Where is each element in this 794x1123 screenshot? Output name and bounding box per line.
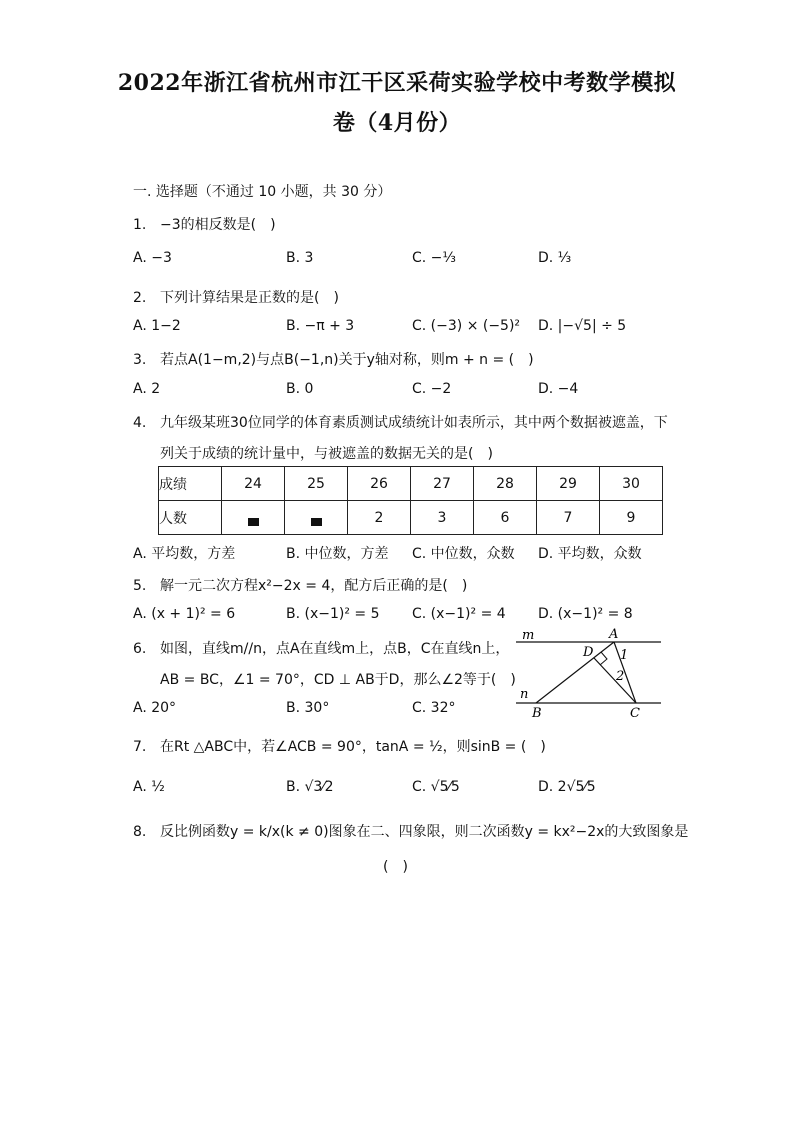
- question-text: 九年级某班30位同学的体育素质测试成绩统计如表所示，其中两个数据被遮盖，下: [160, 415, 668, 431]
- option-b[interactable]: B. −π + 3: [286, 318, 355, 334]
- label-angle-2: 2: [616, 669, 625, 684]
- option-c[interactable]: C. −⅓: [412, 250, 456, 266]
- option-d[interactable]: D. 平均数，众数: [538, 546, 642, 562]
- question-number: 7.: [133, 739, 147, 755]
- geometry-figure: [506, 625, 666, 720]
- label-m: m: [522, 628, 535, 643]
- table-cell: 9: [600, 501, 663, 535]
- question-text: 反比例函数y = k/x(k ≠ 0)图象在二、四象限，则二次函数y = kx²−2x的大致图象是: [160, 824, 689, 840]
- label-a: A: [609, 627, 619, 642]
- option-d[interactable]: D. ⅓: [538, 250, 572, 266]
- label-d: D: [583, 645, 594, 660]
- option-c[interactable]: C. √5⁄5: [412, 779, 460, 795]
- section-heading: 一. 选择题（不通过 10 小题，共 30 分）: [133, 184, 392, 200]
- table-cell: 2: [348, 501, 411, 535]
- option-a[interactable]: A. ½: [133, 779, 165, 795]
- question-number: 5.: [133, 578, 147, 594]
- cover-block: [311, 518, 322, 526]
- option-c[interactable]: C. −2: [412, 381, 452, 397]
- label-c: C: [630, 706, 640, 720]
- label-b: B: [532, 706, 542, 720]
- option-b[interactable]: B. 3: [286, 250, 314, 266]
- table-header-cell: 成绩: [159, 467, 222, 501]
- question-7: [133, 736, 546, 756]
- option-b[interactable]: B. 30°: [286, 700, 330, 716]
- option-b[interactable]: B. 0: [286, 381, 314, 397]
- question-text: 解一元二次方程x²−2x = 4，配方后正确的是( ): [160, 578, 468, 594]
- question-5: [133, 575, 467, 595]
- question-number: 6.: [133, 641, 147, 657]
- question-number: 4.: [133, 415, 147, 431]
- question-text-cont: AB = BC，∠1 = 70°，CD ⊥ AB于D，那么∠2等于( ): [160, 672, 516, 688]
- cover-block: [248, 518, 259, 526]
- option-b[interactable]: B. 中位数，方差: [286, 546, 389, 562]
- table-cell: 29: [537, 467, 600, 501]
- option-a[interactable]: A. 2: [133, 381, 161, 397]
- option-b[interactable]: B. (x−1)² = 5: [286, 606, 380, 622]
- question-number: 1.: [133, 217, 147, 233]
- option-d[interactable]: D. |−√5| ÷ 5: [538, 318, 627, 334]
- option-a[interactable]: A. 20°: [133, 700, 177, 716]
- table-cell: 27: [411, 467, 474, 501]
- option-c[interactable]: C. 中位数，众数: [412, 546, 515, 562]
- option-a[interactable]: A. 平均数，方差: [133, 546, 236, 562]
- label-angle-1: 1: [620, 648, 629, 663]
- label-n: n: [520, 687, 529, 702]
- table-row: [159, 501, 663, 535]
- question-text: 在Rt △ABC中，若∠ACB = 90°，tanA = ½，则sinB = ( ): [160, 739, 546, 755]
- right-angle-mark: [600, 652, 607, 665]
- table-header-cell: 人数: [159, 501, 222, 535]
- table-cell-covered: [285, 501, 348, 535]
- question-number: 8.: [133, 824, 147, 840]
- table-cell: 6: [474, 501, 537, 535]
- option-a[interactable]: A. (x + 1)² = 6: [133, 606, 236, 622]
- table-cell: 26: [348, 467, 411, 501]
- question-text: 如图，直线m//n，点A在直线m上，点B，C在直线n上，: [160, 641, 510, 657]
- question-4: [133, 412, 668, 432]
- option-c[interactable]: C. (x−1)² = 4: [412, 606, 506, 622]
- answer-paren: ( ): [383, 859, 408, 875]
- option-a[interactable]: A. −3: [133, 250, 172, 266]
- table-cell: 28: [474, 467, 537, 501]
- question-1: [133, 214, 276, 234]
- question-6: [133, 638, 509, 658]
- question-3: [133, 349, 534, 369]
- table-cell-covered: [222, 501, 285, 535]
- table-cell: 25: [285, 467, 348, 501]
- option-c[interactable]: C. 32°: [412, 700, 456, 716]
- table-cell: 30: [600, 467, 663, 501]
- table-cell: 7: [537, 501, 600, 535]
- question-number: 3.: [133, 352, 147, 368]
- option-d[interactable]: D. (x−1)² = 8: [538, 606, 633, 622]
- option-d[interactable]: D. −4: [538, 381, 579, 397]
- question-2: [133, 287, 339, 307]
- option-a[interactable]: A. 1−2: [133, 318, 181, 334]
- question-text-cont: 列关于成绩的统计量中，与被遮盖的数据无关的是( ): [160, 446, 493, 462]
- segment-ab: [536, 642, 614, 703]
- question-text: 下列计算结果是正数的是( ): [160, 290, 339, 306]
- option-b[interactable]: B. √3⁄2: [286, 779, 334, 795]
- table-cell: 3: [411, 501, 474, 535]
- question-text: 若点A(1−m,2)与点B(−1,n)关于y轴对称，则m + n = ( ): [160, 352, 534, 368]
- table-cell: 24: [222, 467, 285, 501]
- option-d[interactable]: D. 2√5⁄5: [538, 779, 596, 795]
- score-table: [158, 466, 663, 535]
- table-row: [159, 467, 663, 501]
- question-text: −3的相反数是( ): [160, 217, 276, 233]
- question-number: 2.: [133, 290, 147, 306]
- option-c[interactable]: C. (−3) × (−5)²: [412, 318, 521, 334]
- exam-title-line1: 2022年浙江省杭州市江干区采荷实验学校中考数学模拟: [117, 70, 677, 96]
- question-8: [133, 821, 688, 841]
- exam-title-line2: 卷（4月份）: [332, 110, 462, 136]
